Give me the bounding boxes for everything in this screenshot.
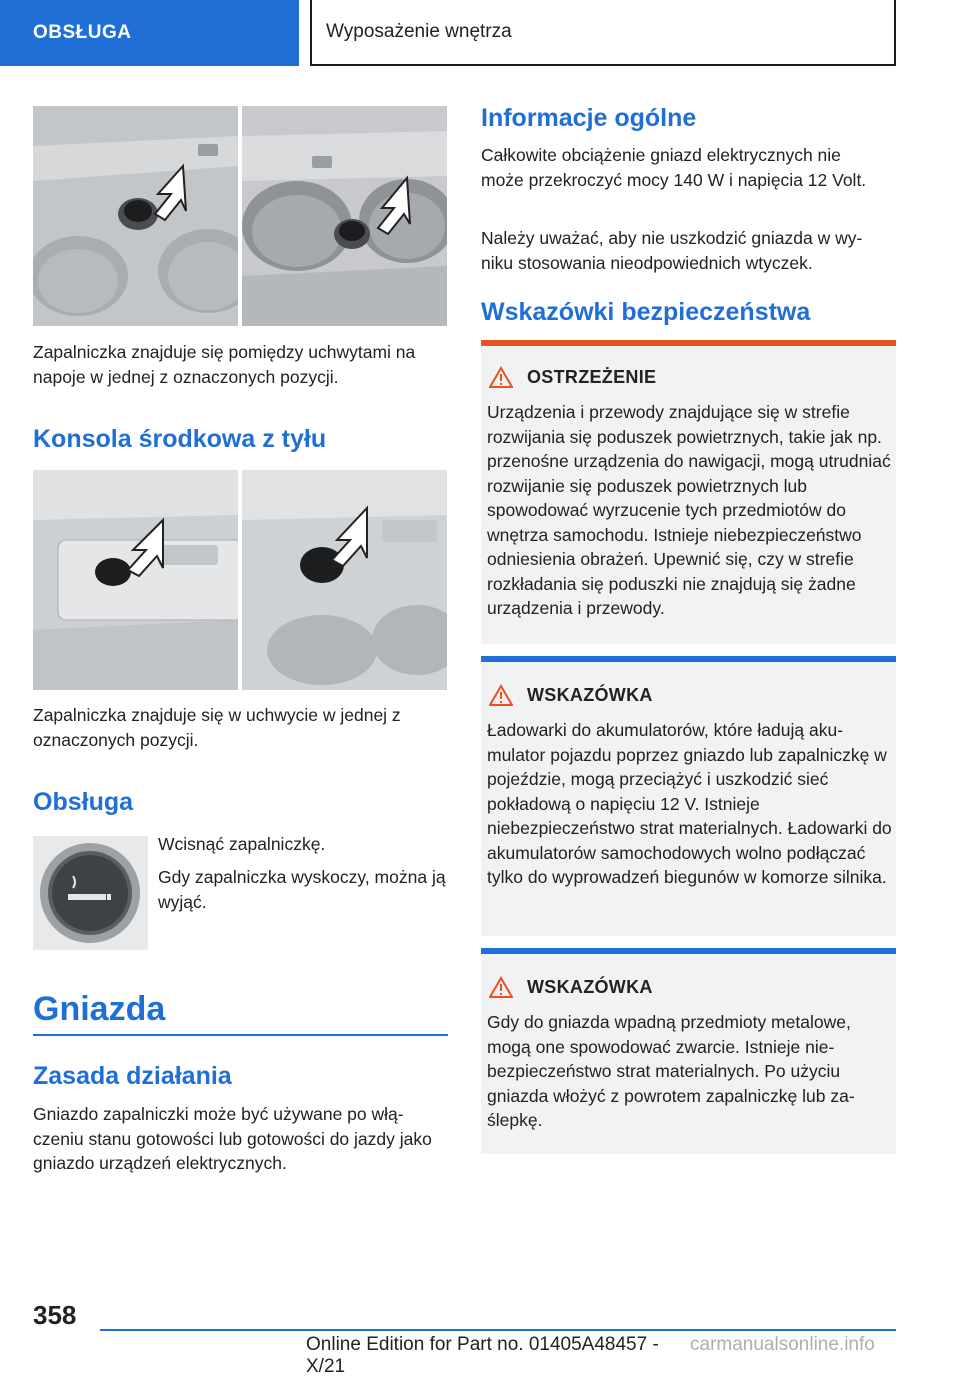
- note1-title: WSKAZÓWKA: [527, 684, 653, 705]
- rear-console-photo-right: [242, 470, 447, 690]
- note2-title: WSKAZÓWKA: [527, 976, 653, 997]
- note-triangle-icon: [489, 976, 513, 998]
- info-paragraph-1: Całkowite obciążenie gniazd elektrycznych nie może przekroczyć mocy 140 W i napięcia 12 Volt.: [481, 145, 867, 190]
- note2-title-row: [489, 976, 653, 998]
- warning-title: OSTRZEŻENIE: [527, 366, 657, 387]
- heading-principle: Zasada działania: [33, 1062, 232, 1090]
- note2-text: Gdy do gniazda wpadną przedmioty metalowe, mogą one spowodować zwarcie. Istnieje niebezpieczeństwo strat materialnych. Po użyciu gniazda włożyć z powrotem zapalniczkę lub zaślepkę.: [487, 1012, 855, 1130]
- footer-rule: [100, 1329, 896, 1331]
- chapter-label: OBSŁUGA: [33, 22, 132, 43]
- section-title: [312, 0, 896, 66]
- caption-front: Zapalniczka znajduje się pomiędzy uchwytami na napoje w jednej z oznaczonych pozycji.: [33, 342, 416, 387]
- note-triangle-icon: [489, 684, 513, 706]
- heading-safety: Wskazówki bezpieczeństwa: [481, 298, 811, 326]
- page-number: 358: [33, 1300, 77, 1330]
- warning-triangle-icon: [489, 366, 513, 388]
- principle-text: Gniazdo zapalniczki może być używane po włączeniu stanu gotowości lub gotowości do jazdy jako gniazdo urządzeń elektrycznych.: [33, 1104, 432, 1173]
- note2-box: [481, 954, 896, 1154]
- info-paragraph-2: Należy uważać, aby nie uszkodzić gniazda w wyniku stosowania nieodpowiednich wtyczek.: [481, 228, 863, 273]
- rear-console-photo-left: [33, 470, 238, 690]
- note1-title-row: [489, 684, 653, 706]
- chapter-tab: [0, 0, 299, 66]
- heading-sockets: Gniazda: [33, 990, 166, 1028]
- note1-text: Ładowarki do akumulatorów, które ładują akumulator pojazdu poprzez gniazdo lub zapalniczkę w pojeździe, mogą przeciążyć i uszkodzić sieć pokładową o napięciu 12 V. Istnieje niebezpieczeństwo strat materialnych. Ładowarki do akumulatorów samochodowych wolno podłączać tylko do wyprowadzeń biegunów w komorze silnika.: [487, 720, 892, 887]
- sockets-rule: [33, 1034, 448, 1036]
- caption-rear: Zapalniczka znajduje się w uchwycie w jednej z oznaczonych pozycji.: [33, 705, 401, 750]
- cigarette-icon: [68, 894, 106, 900]
- warning-title-row: [489, 366, 656, 388]
- cupholder-photo-left: [33, 106, 238, 326]
- edition-note: Online Edition for Part no. 01405A48457 - X/21: [306, 1334, 659, 1377]
- cupholder-photo-right: [242, 106, 447, 326]
- watermark: carmanualsonline.info: [690, 1334, 875, 1355]
- heading-rear-console: Konsola środkowa z tyłu: [33, 425, 327, 453]
- note1-box: [481, 662, 896, 936]
- warning-text: Urządzenia i przewody znajdujące się w strefie rozwijania się poduszek powietrznych, takie jak np. przenośne urządzenia do nawigacji, mogą utrudniać rozwijanie się poduszek powietrznych lub spowodować wyrzucenie tych przedmiotów do wnętrza samochodu. Istnieje niebezpieczeństwo odniesienia obrażeń. Upewnić się, czy w strefie rozkładania się poduszki nie znajdują się żadne urządzenia i przewody.: [487, 402, 891, 618]
- warning-box: [481, 346, 896, 644]
- operation-step-1: Wcisnąć zapalniczkę.: [158, 834, 326, 854]
- operation-step-2: Gdy zapalniczka wyskoczy, można ją wyjąć.: [158, 867, 446, 912]
- lighter-image: [33, 836, 148, 950]
- heading-general-info: Informacje ogólne: [481, 104, 697, 132]
- section-label: Wyposażenie wnętrza: [326, 21, 512, 42]
- heading-operation: Obsługa: [33, 788, 134, 816]
